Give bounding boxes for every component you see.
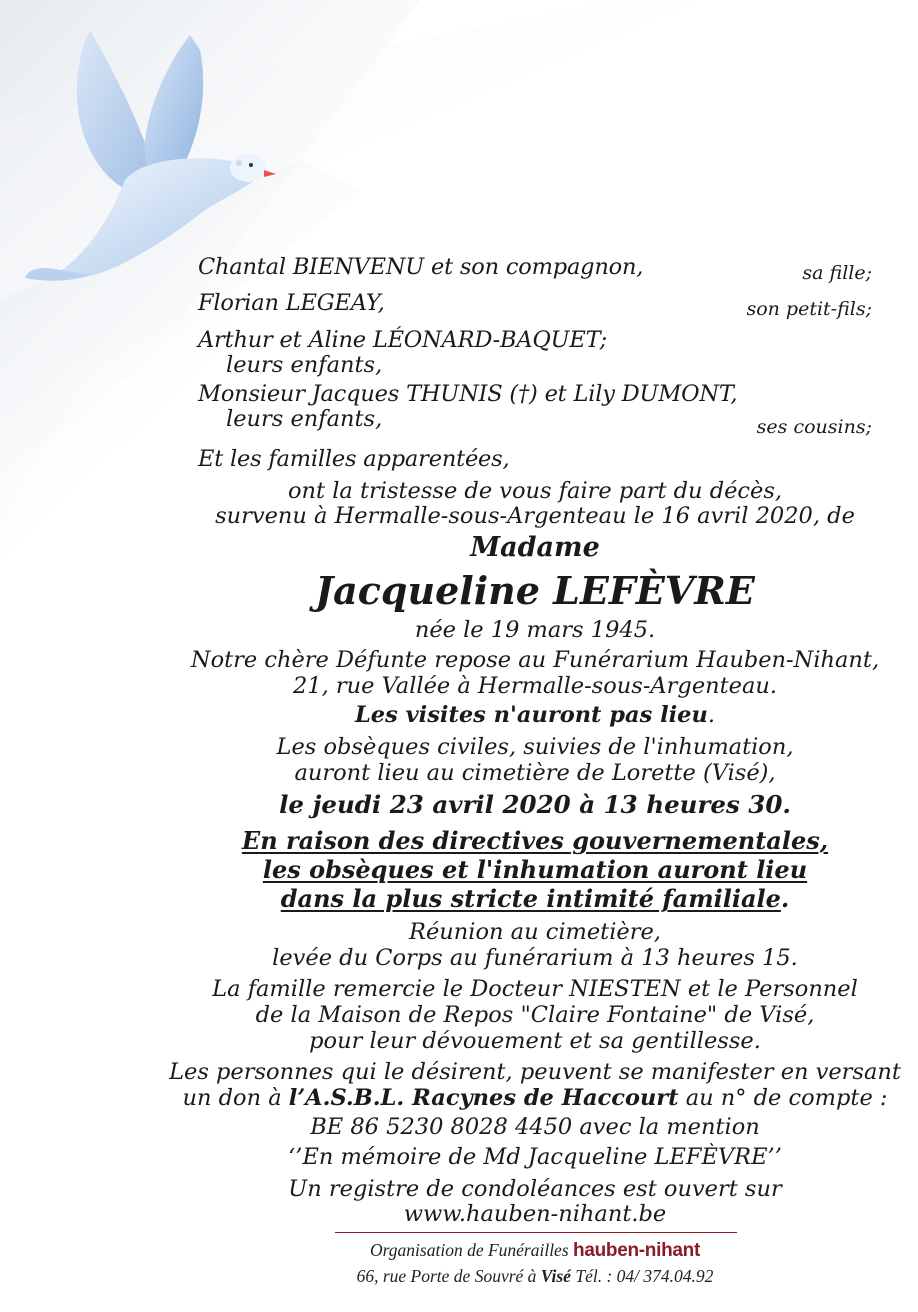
family-line-4-sub: leurs enfants,	[226, 406, 383, 432]
thanks-line-2: de la Maison de Repos "Claire Fontaine" de Visé,	[255, 1002, 815, 1028]
family-line-5: Et les familles apparentées,	[198, 446, 510, 472]
footer-org-text: Organisation de Funérailles	[369, 1240, 574, 1260]
directive-line-1: En raison des directives gouvernementales,	[241, 826, 829, 855]
family-relation-daughter: sa fille;	[802, 262, 872, 284]
directive-line-2: les obsèques et l'inhumation auront lieu	[262, 855, 808, 884]
announcement-line-1: ont la tristesse de vous faire part du décès,	[287, 478, 783, 504]
rest-line-2: 21, rue Vallée à Hermalle-sous-Argenteau.	[292, 673, 778, 699]
directive-line-3-period: .	[780, 884, 790, 913]
donation-line-2	[182, 1085, 887, 1111]
dove-illustration	[20, 20, 280, 290]
donation-line-2-a: un don à	[182, 1085, 289, 1111]
directive-line-3-text: dans la plus stricte intimité familiale	[280, 884, 781, 913]
footer-city: Visé	[540, 1266, 571, 1286]
family-relation-grandson: son petit-fils;	[746, 298, 872, 320]
registry-line-1: Un registre de condoléances est ouvert sur	[288, 1176, 782, 1202]
family-line-3-sub: leurs enfants,	[226, 352, 383, 378]
thanks-line-1: La famille remercie le Docteur NIESTEN et le Personnel	[212, 976, 858, 1002]
family-line-1: Chantal BIENVENU et son compagnon,	[198, 254, 644, 280]
reunion-line-1: Réunion au cimetière,	[409, 919, 661, 945]
footer-address-a: 66, rue Porte de Souvré à	[356, 1266, 541, 1286]
donation-org: l’A.S.B.L. Racynes de Haccourt	[288, 1085, 679, 1111]
deceased-title: Madame	[470, 532, 600, 563]
announcement-line-2: survenu à Hermalle-sous-Argenteau le 16 avril 2020, de	[215, 503, 855, 529]
family-line-3: Arthur et Aline LÉONARD-BAQUET;	[198, 327, 607, 353]
brand-logo: hauben-nihant	[573, 1240, 701, 1261]
thanks-line-3: pour leur dévouement et sa gentillesse.	[309, 1028, 761, 1054]
registry-website[interactable]: www.hauben-nihant.be	[403, 1201, 667, 1227]
reunion-line-2: levée du Corps au funérarium à 13 heures 15.	[272, 945, 798, 971]
visits-notice-text: Les visites n'auront pas lieu	[354, 702, 708, 728]
donation-line-2-c: au n° de compte :	[678, 1085, 888, 1111]
family-line-4: Monsieur Jacques THUNIS (†) et Lily DUMONT,	[198, 381, 738, 407]
obseques-line-1: Les obsèques civiles, suivies de l'inhumation,	[276, 734, 794, 760]
obseques-line-2: auront lieu au cimetière de Lorette (Visé),	[294, 760, 776, 786]
ceremony-date: le jeudi 23 avril 2020 à 13 heures 30.	[279, 790, 791, 819]
family-line-2: Florian LEGEAY,	[198, 290, 385, 316]
family-relation-cousins: ses cousins;	[756, 416, 872, 438]
footer-address-b: Tél. : 04/ 374.04.92	[570, 1266, 714, 1286]
footer-divider	[335, 1232, 737, 1233]
donation-mention: ‘’En mémoire de Md Jacqueline LEFÈVRE’’	[288, 1144, 782, 1170]
deceased-name: Jacqueline LEFÈVRE	[315, 568, 755, 613]
visits-notice-period: .	[707, 702, 716, 728]
footer-organisation	[370, 1240, 700, 1262]
visits-notice	[355, 702, 715, 728]
directive-line-3	[281, 884, 789, 913]
rest-line-1: Notre chère Défunte repose au Funérarium Hauben-Nihant,	[190, 647, 880, 673]
footer-address	[357, 1266, 714, 1287]
deceased-birth: née le 19 mars 1945.	[414, 617, 656, 643]
donation-line-1: Les personnes qui le désirent, peuvent se manifester en versant	[169, 1059, 901, 1085]
donation-account: BE 86 5230 8028 4450 avec la mention	[310, 1114, 760, 1140]
